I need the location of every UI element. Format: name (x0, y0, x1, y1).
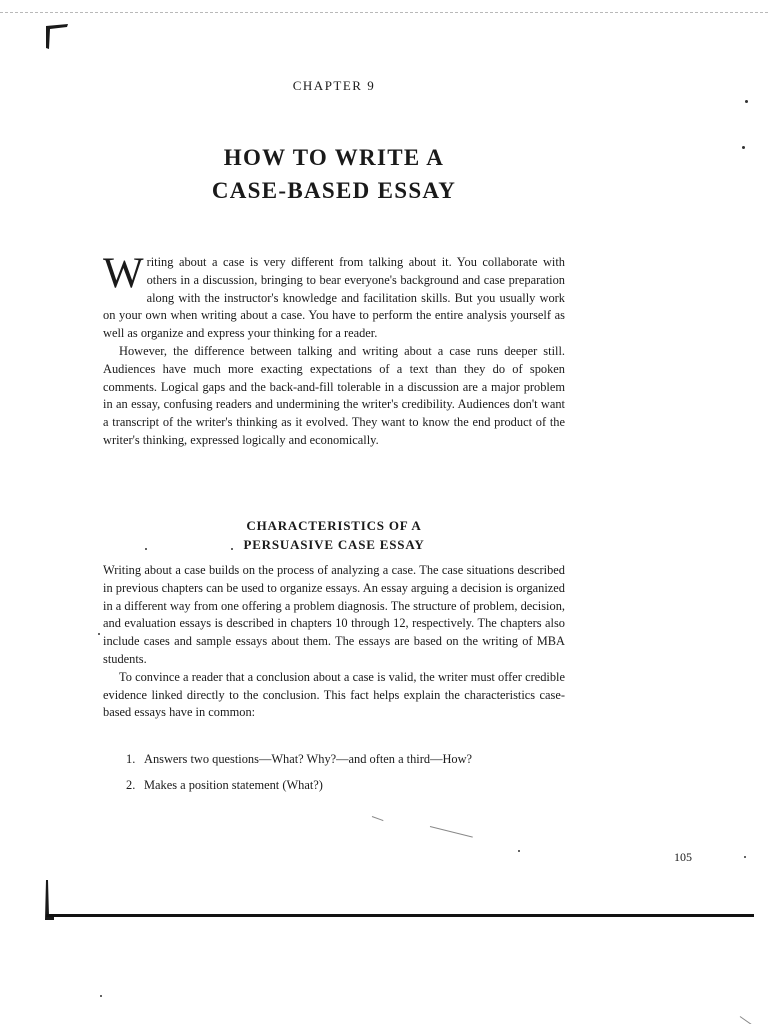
intro-paragraph-2: However, the difference between talking and writing about a case runs deeper still. Audiences have much more exacting expectations of a text than they do of spoken comments. Logical gaps and the back-and-fill tolerable in a discussion are a major problem in an essay, confusing readers and undermining the writer's credibility. Audiences don't want a transcript of the writer's thinking as it evolved. They want to know the end product of the writer's thinking, expressed logically and economically. (103, 343, 565, 447)
scan-bottom-rule (46, 914, 754, 917)
scan-speck (145, 548, 147, 550)
section-heading (0, 516, 668, 554)
scan-speck (744, 856, 746, 858)
scan-speck (742, 146, 745, 149)
scan-smudge (430, 826, 473, 838)
chapter-label: CHAPTER 9 (292, 78, 376, 93)
page-number: 105 (674, 850, 692, 864)
characteristics-list (126, 750, 576, 802)
section-body (103, 562, 565, 722)
scan-top-edge (0, 12, 768, 13)
scan-speck (100, 995, 102, 997)
scan-smudge (740, 1016, 752, 1024)
chapter-title (0, 141, 668, 207)
scan-smudge (372, 816, 384, 821)
drop-cap: W (103, 250, 144, 297)
scan-corner-mark-icon (44, 24, 70, 50)
list-item-number: 2. (126, 778, 136, 792)
intro-paragraph-1 (103, 250, 565, 343)
scan-speck (231, 548, 233, 550)
chapter-title-line-2: CASE-BASED ESSAY (211, 178, 457, 203)
chapter-title-line-1: HOW TO WRITE A (223, 145, 445, 170)
intro-paragraph-1-text: riting about a case is very different from talking about it. You collaborate with others in a discussion, bringing to bear everyone's background and case preparation along with the instructor's knowledge and facilitation skills. But you usually work on your own when writing about a case. You have to perform the entire analysis yourself as well as organize and express your thinking for a reader. (103, 255, 565, 341)
list-item-number: 1. (126, 752, 136, 766)
scan-speck (518, 850, 520, 852)
section-heading-line-1: CHARACTERISTICS OF A (246, 518, 422, 533)
list-item (126, 750, 576, 768)
list-item-text: Makes a position statement (What?) (144, 778, 323, 792)
intro-text (103, 250, 565, 450)
list-item-text: Answers two questions—What? Why?—and often a third—How? (144, 752, 473, 766)
section-heading-line-2: PERSUASIVE CASE ESSAY (243, 537, 425, 552)
section-paragraph-1: Writing about a case builds on the process of analyzing a case. The case situations described in previous chapters can be used to organize essays. An essay arguing a decision is organized in a different way from one offering a problem diagnosis. The structure of problem, decision, and evaluation essays is described in chapters 10 through 12, respectively. The chapters also include cases and sample essays about them. The essays are based on the writing of MBA students. (103, 563, 565, 666)
scan-speck (98, 633, 100, 635)
list-item (126, 776, 576, 794)
section-paragraph-2: To convince a reader that a conclusion about a case is valid, the writer must offer credible evidence linked directly to the conclusion. This fact helps explain the characteristics case-based essays have in common: (103, 669, 565, 720)
scan-speck (745, 100, 748, 103)
